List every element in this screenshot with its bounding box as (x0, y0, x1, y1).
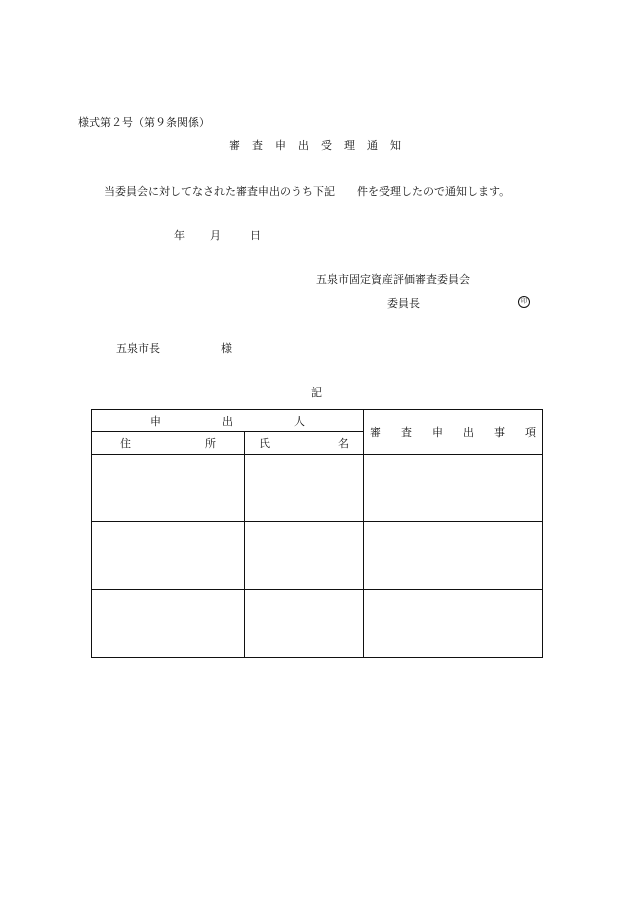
name-cell[interactable] (245, 454, 364, 522)
chairperson-label: 委員長 (387, 297, 420, 310)
applicant-table (91, 409, 543, 658)
address-header: 住 所 (92, 432, 245, 454)
table-row (92, 454, 543, 522)
name-cell[interactable] (245, 590, 364, 658)
name-cell[interactable] (245, 522, 364, 590)
address-cell[interactable] (92, 454, 245, 522)
document-title: 審査申出受理通知 (229, 139, 413, 152)
table-row (92, 522, 543, 590)
applicant-header: 申 出 人 (92, 410, 364, 432)
date-day-label: 日 (250, 229, 261, 242)
table-row (92, 590, 543, 658)
matter-cell[interactable] (364, 522, 543, 590)
name-header: 氏 名 (245, 432, 364, 454)
address-cell[interactable] (92, 590, 245, 658)
address-cell[interactable] (92, 522, 245, 590)
date-month-label: 月 (210, 229, 221, 242)
matter-header: 審 査 申 出 事 項 (364, 410, 543, 455)
addressee: 五泉市長 (116, 342, 160, 355)
record-heading: 記 (311, 386, 322, 399)
form-number: 様式第２号（第９条関係） (78, 116, 210, 129)
matter-cell[interactable] (364, 590, 543, 658)
honorific: 様 (221, 342, 232, 355)
committee-name: 五泉市固定資産評価審査委員会 (316, 273, 470, 286)
notification-body: 当委員会に対してなされた審査申出のうち下記 件を受理したので通知します。 (104, 185, 511, 198)
date-year-label: 年 (174, 229, 185, 242)
matter-cell[interactable] (364, 454, 543, 522)
date-line (174, 230, 261, 241)
seal-icon: 印 (518, 296, 530, 308)
